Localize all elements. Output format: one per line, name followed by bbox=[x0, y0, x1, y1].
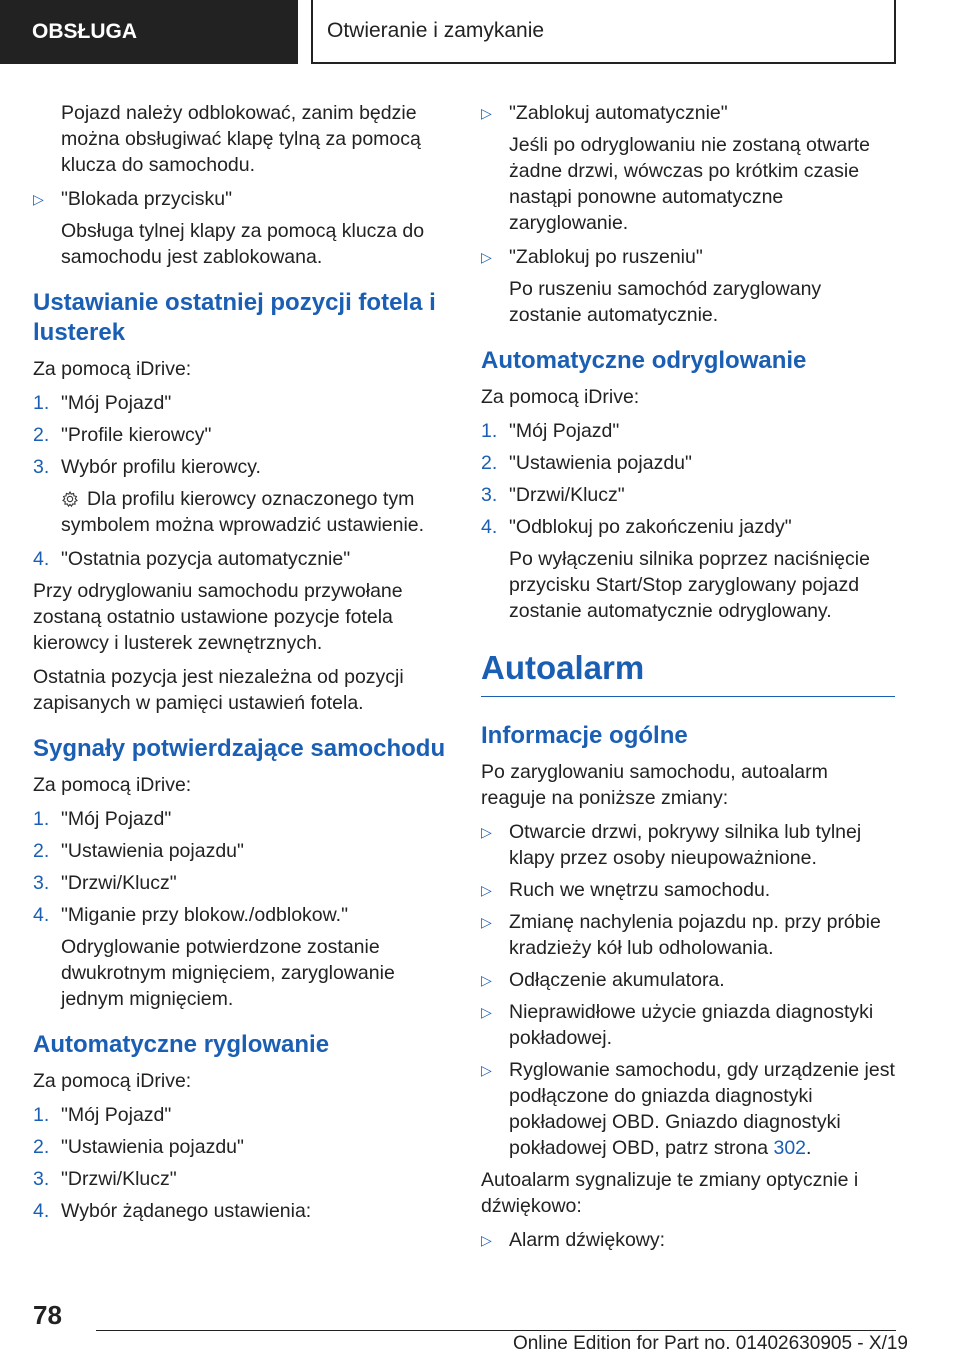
step-text: "Ostatnia pozycja automatycznie" bbox=[61, 548, 351, 570]
list-item bbox=[481, 909, 895, 961]
profile-note-text: Dla profilu kierowcy oznaczonego tym symbolem można wprowadzić ustawienie. bbox=[61, 488, 425, 536]
step-text: "Ustawienia pojazdu" bbox=[61, 840, 244, 862]
section-heading-autounlock: Automatyczne odryglowanie bbox=[481, 347, 807, 374]
step-text: "Odblokuj po zakończeniu jazdy" bbox=[509, 516, 792, 538]
idrive-label: Za pomocą iDrive: bbox=[33, 774, 192, 796]
header-chapter bbox=[311, 0, 896, 64]
option-text: Jeśli po odryglowaniu nie zostaną otwarte żadne drzwi, wówczas po krótkim czasie nastąpi ponowne automatyczne zaryglowanie. bbox=[509, 134, 870, 234]
step-text: "Drzwi/Klucz" bbox=[509, 484, 625, 506]
list-item bbox=[481, 1057, 895, 1161]
step-text: "Mój Pojazd" bbox=[61, 392, 172, 414]
list-item bbox=[481, 482, 895, 508]
bullet-text: Odłączenie akumulatora. bbox=[509, 969, 725, 991]
section-heading-general: Informacje ogólne bbox=[481, 722, 688, 749]
step-number: 3. bbox=[33, 1168, 50, 1190]
list-item bbox=[33, 902, 451, 928]
paragraph: Przy odryglowaniu samochodu przywołane zostaną ostatnio ustawione pozycje fotela kierowcy i lusterek zewnętrznych. bbox=[33, 580, 403, 654]
triangle-right-icon: ▷ bbox=[481, 1004, 492, 1020]
list-item bbox=[481, 819, 895, 871]
step-number: 1. bbox=[33, 392, 50, 414]
idrive-label: Za pomocą iDrive: bbox=[33, 358, 192, 380]
step-number: 3. bbox=[33, 872, 50, 894]
list-item bbox=[33, 1102, 451, 1128]
list-item bbox=[481, 967, 895, 993]
list-item bbox=[481, 244, 895, 270]
step-number: 3. bbox=[481, 484, 498, 506]
list-item bbox=[481, 999, 895, 1051]
step-number: 2. bbox=[33, 1136, 50, 1158]
step-text: "Drzwi/Klucz" bbox=[61, 1168, 177, 1190]
list-item bbox=[33, 546, 451, 572]
gear-icon bbox=[61, 490, 79, 508]
step-number: 1. bbox=[481, 420, 498, 442]
chapter-title: Otwieranie i zamykanie bbox=[327, 19, 545, 42]
triangle-right-icon: ▷ bbox=[481, 1062, 492, 1078]
idrive-label: Za pomocą iDrive: bbox=[33, 1070, 192, 1092]
bullet-text: Otwarcie drzwi, pokrywy silnika lub tylnej klapy przez osoby nieupoważnione. bbox=[509, 821, 862, 869]
header-section bbox=[0, 0, 298, 64]
step-text: "Drzwi/Klucz" bbox=[61, 872, 177, 894]
option-text: Obsługa tylnej klapy za pomocą klucza do samochodu jest zablokowana. bbox=[61, 220, 425, 268]
list-item bbox=[481, 514, 895, 540]
option-title: "Zablokuj automatycznie" bbox=[509, 102, 728, 124]
section-title: OBSŁUGA bbox=[32, 20, 137, 43]
triangle-right-icon: ▷ bbox=[481, 249, 492, 265]
step-number: 4. bbox=[481, 516, 498, 538]
intro-text: Pojazd należy odblokować, zanim będzie można obsługiwać klapę tylną za pomocą klucza do samochodu. bbox=[61, 102, 421, 176]
left-column bbox=[33, 100, 451, 1230]
list-item bbox=[481, 1227, 895, 1253]
page-link-302[interactable]: 302 bbox=[773, 1137, 807, 1159]
step-text: "Ustawienia pojazdu" bbox=[61, 1136, 244, 1158]
profile-note bbox=[33, 486, 451, 538]
list-item bbox=[33, 1134, 451, 1160]
triangle-right-icon: ▷ bbox=[481, 824, 492, 840]
list-item bbox=[33, 870, 451, 896]
list-item bbox=[33, 390, 451, 416]
step-number: 2. bbox=[481, 452, 498, 474]
paragraph: Ostatnia pozycja jest niezależna od pozycji zapisanych w pamięci ustawień fotela. bbox=[33, 666, 404, 714]
signals-note: Odryglowanie potwierdzone zostanie dwukrotnym mignięciem, zaryglowanie jednym mignięciem. bbox=[61, 936, 395, 1010]
bullet-text: Alarm dźwiękowy: bbox=[509, 1229, 666, 1251]
triangle-right-icon: ▷ bbox=[481, 882, 492, 898]
option-title: "Blokada przycisku" bbox=[61, 188, 232, 210]
option-title: "Zablokuj po ruszeniu" bbox=[509, 246, 703, 268]
step-number: 3. bbox=[33, 456, 50, 478]
list-item bbox=[481, 450, 895, 476]
step-number: 4. bbox=[33, 1200, 50, 1222]
paragraph: Autoalarm sygnalizuje te zmiany optycznie i dźwiękowo: bbox=[481, 1169, 859, 1217]
list-item bbox=[481, 418, 895, 444]
step-number: 4. bbox=[33, 904, 50, 926]
step-number: 1. bbox=[33, 808, 50, 830]
list-item bbox=[481, 877, 895, 903]
list-item bbox=[33, 1166, 451, 1192]
autounlock-note: Po wyłączeniu silnika poprzez naciśnięcie przycisku Start/Stop zaryglowany pojazd zostanie automatycznie odryglowany. bbox=[509, 548, 870, 622]
option-text: Po ruszeniu samochód zaryglowany zostanie automatycznie. bbox=[509, 278, 822, 326]
section-heading-signals: Sygnały potwierdzające samochodu bbox=[33, 735, 446, 762]
list-item bbox=[33, 186, 451, 212]
step-text: "Mój Pojazd" bbox=[61, 1104, 172, 1126]
list-item bbox=[33, 806, 451, 832]
triangle-right-icon: ▷ bbox=[481, 972, 492, 988]
bullet-text: Zmianę nachylenia pojazdu np. przy próbie kradzieży kół lub odholowania. bbox=[509, 911, 881, 959]
list-item bbox=[481, 100, 895, 126]
step-text: "Ustawienia pojazdu" bbox=[509, 452, 692, 474]
footer-edition: Online Edition for Part no. 01402630905 - X/19 bbox=[512, 1333, 908, 1354]
bullet-text: Ruch we wnętrzu samochodu. bbox=[509, 879, 771, 901]
list-item bbox=[33, 454, 451, 480]
step-number: 2. bbox=[33, 840, 50, 862]
obd-text: Ryglowanie samochodu, gdy urządzenie jest podłączone do gniazda diagnostyki pokładowej OBD. Gniazdo diagnostyki pokładowej OBD, patrz strona bbox=[509, 1059, 895, 1159]
list-item bbox=[33, 838, 451, 864]
bullet-text: Nieprawidłowe użycie gniazda diagnostyki pokładowej. bbox=[509, 1001, 874, 1049]
triangle-right-icon: ▷ bbox=[481, 914, 492, 930]
footer-divider bbox=[96, 1330, 896, 1331]
step-text: "Mój Pojazd" bbox=[509, 420, 620, 442]
bullet-text bbox=[509, 1057, 895, 1161]
section-heading-autolock: Automatyczne ryglowanie bbox=[33, 1031, 330, 1058]
section-heading-last-position: Ustawianie ostatniej pozycji fotela i lusterek bbox=[33, 289, 436, 346]
paragraph: Po zaryglowaniu samochodu, autoalarm reaguje na poniższe zmiany: bbox=[481, 761, 828, 809]
list-item bbox=[33, 1198, 451, 1224]
chapter-heading-autoalarm: Autoalarm bbox=[481, 648, 895, 697]
step-text: Wybór żądanego ustawienia: bbox=[61, 1200, 312, 1222]
step-number: 1. bbox=[33, 1104, 50, 1126]
step-text: "Mój Pojazd" bbox=[61, 808, 172, 830]
step-text: Wybór profilu kierowcy. bbox=[61, 456, 261, 478]
step-number: 4. bbox=[33, 548, 50, 570]
triangle-right-icon: ▷ bbox=[481, 105, 492, 121]
idrive-label: Za pomocą iDrive: bbox=[481, 386, 640, 408]
step-text: "Miganie przy blokow./odblokow." bbox=[61, 904, 348, 926]
step-text: "Profile kierowcy" bbox=[61, 424, 212, 446]
triangle-right-icon: ▷ bbox=[481, 1232, 492, 1248]
page-number: 78 bbox=[33, 1300, 62, 1330]
obd-end: . bbox=[806, 1137, 812, 1159]
step-number: 2. bbox=[33, 424, 50, 446]
triangle-right-icon: ▷ bbox=[33, 191, 44, 207]
right-column bbox=[481, 100, 895, 1259]
list-item bbox=[33, 422, 451, 448]
